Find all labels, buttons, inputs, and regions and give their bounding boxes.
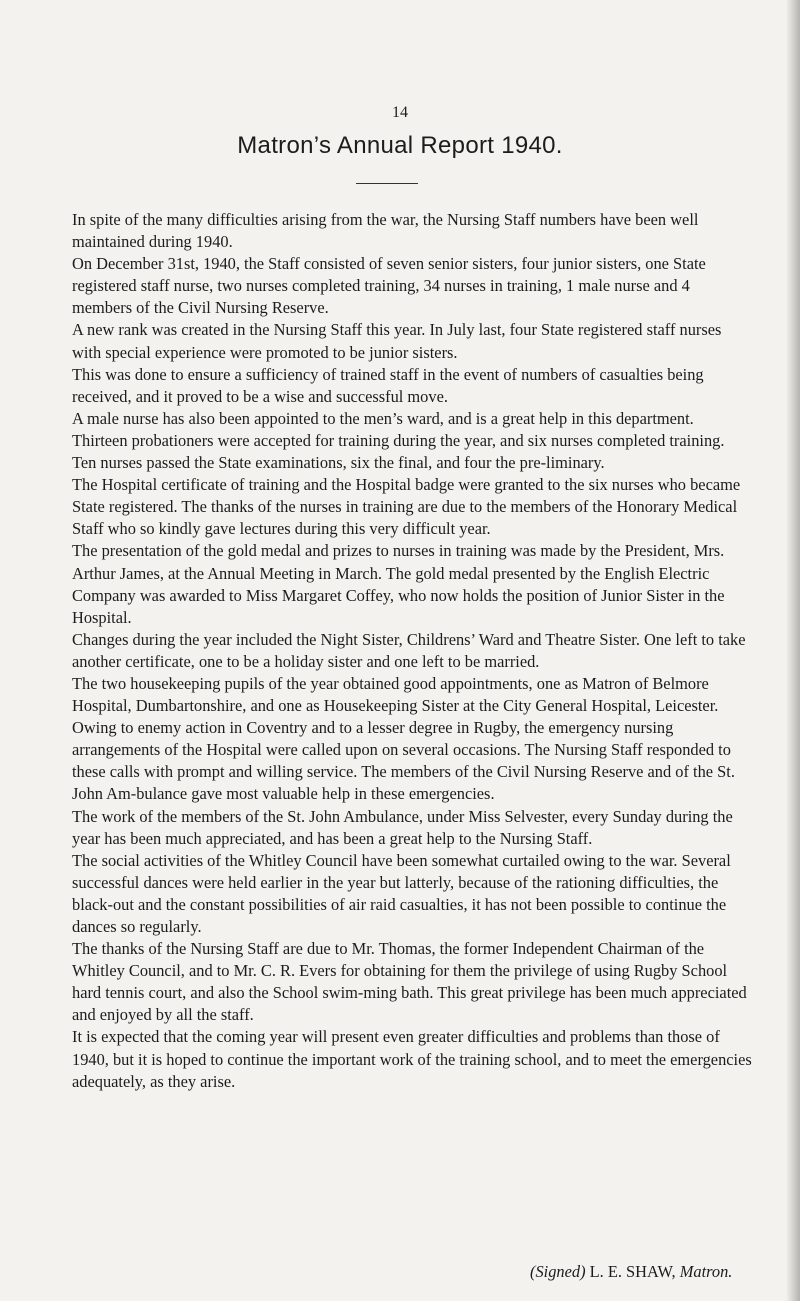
paragraph: A new rank was created in the Nursing Staff this year. In July last, four State registered staff nurses with special experience were promoted to be junior sisters.	[72, 320, 722, 362]
report-title: Matron’s Annual Report 1940.	[237, 132, 563, 159]
paragraph: This was done to ensure a sufficiency of trained staff in the event of numbers of casualties being received, and it proved to be a wise and successful move.	[72, 364, 704, 406]
paragraph: Thirteen probationers were accepted for training during the year, and six nurses completed training.	[72, 430, 725, 450]
signature-block	[530, 1262, 760, 1282]
paragraph: It is expected that the coming year will present even greater difficulties and problems than those of 1940, but it is hoped to continue the important work of the training school, and to meet the emergencies adequately, as they arise.	[72, 1027, 752, 1091]
signature-label: (Signed)	[530, 1262, 586, 1281]
title-divider	[356, 183, 418, 184]
paragraph: On December 31st, 1940, the Staff consisted of seven senior sisters, four junior sisters, one State registered staff nurse, two nurses completed training, 34 nurses in training, 1 male nurse and 4 members of the Civil Nursing Reserve.	[72, 254, 706, 318]
page-number: 14	[392, 104, 408, 121]
signature-role: Matron.	[679, 1262, 733, 1281]
paragraph: The work of the members of the St. John Ambulance, under Miss Selvester, every Sunday during the year has been much appreciated, and has been a great help to the Nursing Staff.	[72, 806, 733, 848]
signature-name: L. E. SHAW,	[589, 1262, 676, 1281]
paragraph: The thanks of the Nursing Staff are due to Mr. Thomas, the former Independent Chairman of the Whitley Council, and to Mr. C. R. Evers for obtaining for them the privilege of using Rugby School hard tennis court, and also the School swim-ming bath. This great privilege has been much appreciated and enjoyed by all the staff.	[72, 939, 747, 1025]
paragraph: Changes during the year included the Night Sister, Childrens’ Ward and Theatre Sister. One left to take another certificate, one to be a holiday sister and one left to be married.	[72, 629, 746, 671]
page-edge-shadow	[786, 0, 800, 1301]
paragraph: Ten nurses passed the State examinations, six the final, and four the pre-liminary.	[72, 453, 605, 473]
paragraph: The presentation of the gold medal and prizes to nurses in training was made by the President, Mrs. Arthur James, at the Annual Meeting in March. The gold medal presented by the English Electric Company was awarded to Miss Margaret Coffey, who now holds the position of Junior Sister in the Hospital.	[72, 541, 725, 627]
paragraph: The two housekeeping pupils of the year obtained good appointments, one as Matron of Belmore Hospital, Dumbartonshire, and one as Housekeeping Sister at the City General Hospital, Leicester.	[72, 673, 719, 716]
paragraph: The social activities of the Whitley Council have been somewhat curtailed owing to the war. Several successful dances were held earlier in the year but latterly, because of the rationing difficulties, the black-out and the constant possibilities of air raid casualties, it has not been possible to continue the dances so regularly.	[72, 850, 731, 936]
paragraph: In spite of the many difficulties arising from the war, the Nursing Staff numbers have been well maintained during 1940.	[72, 210, 699, 252]
paragraph: Owing to enemy action in Coventry and to a lesser degree in Rugby, the emergency nursing arrangements of the Hospital were called upon on several occasions. The Nursing Staff responded to these calls with prompt and willing service. The members of the Civil Nursing Reserve and of the St. John Am-bulance gave most valuable help in these emergencies.	[72, 718, 735, 804]
report-body	[72, 209, 752, 1093]
paragraph: A male nurse has also been appointed to the men’s ward, and is a great help in this department.	[72, 408, 694, 428]
paragraph: The Hospital certificate of training and the Hospital badge were granted to the six nurses who became State registered. The thanks of the nurses in training are due to the members of the Honorary Medical Staff who so kindly gave lectures during this very difficult year.	[72, 475, 741, 539]
